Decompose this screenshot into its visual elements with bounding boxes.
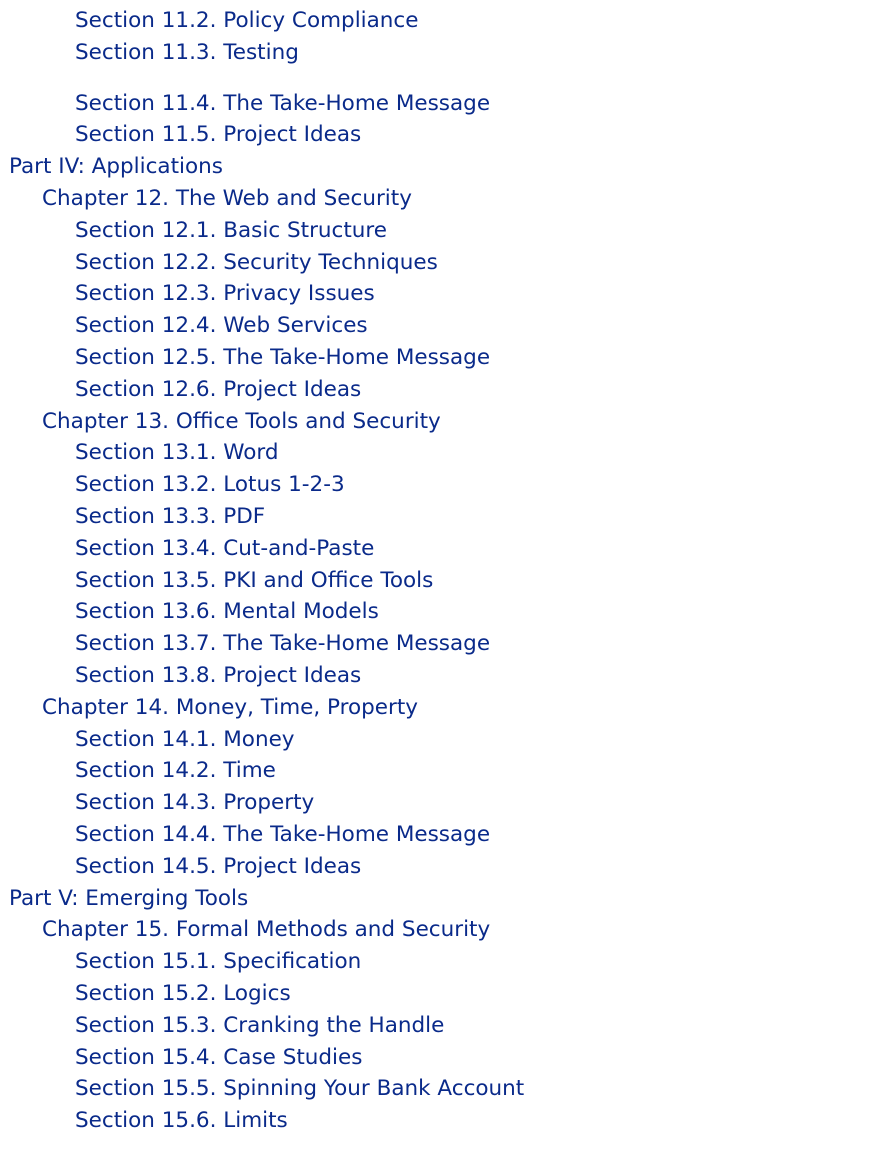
toc-part-link[interactable]: Part IV: Applications [9,154,223,180]
toc-section-link[interactable]: Section 13.8. Project Ideas [75,662,362,688]
toc-section-link[interactable]: Section 15.6. Limits [75,1108,288,1134]
toc-section-link[interactable]: Section 15.4. Case Studies [75,1044,363,1070]
toc-section-link[interactable]: Section 11.4. The Take-Home Message [75,90,491,116]
toc-chapter-link[interactable]: Chapter 12. The Web and Security [42,185,412,211]
toc-section-link[interactable]: Section 12.5. The Take-Home Message [75,344,491,370]
toc-section-link[interactable]: Section 11.5. Project Ideas [75,122,362,148]
toc-section-link[interactable]: Section 12.3. Privacy Issues [75,281,375,307]
toc-section-link[interactable]: Section 15.5. Spinning Your Bank Account [75,1076,525,1102]
toc-section-link[interactable]: Section 12.4. Web Services [75,313,368,339]
toc-section-link[interactable]: Section 12.2. Security Techniques [75,249,438,275]
toc-section-link[interactable]: Section 15.2. Logics [75,980,291,1006]
toc-section-link[interactable]: Section 13.7. The Take-Home Message [75,631,491,657]
toc-section-link[interactable]: Section 13.1. Word [75,440,279,466]
toc-section-link[interactable]: Section 14.3. Property [75,790,315,816]
toc-section-link[interactable]: Section 12.6. Project Ideas [75,376,362,402]
toc-section-link[interactable]: Section 15.1. Specification [75,949,362,975]
toc-section-link[interactable]: Section 13.6. Mental Models [75,599,379,625]
toc-part-link[interactable]: Part V: Emerging Tools [9,885,249,911]
toc-section-link[interactable]: Section 14.1. Money [75,726,295,752]
toc-chapter-link[interactable]: Chapter 15. Formal Methods and Security [42,917,491,943]
toc-chapter-link[interactable]: Chapter 13. Office Tools and Security [42,408,441,434]
toc-section-link[interactable]: Section 15.3. Cranking the Handle [75,1012,445,1038]
toc-section-link[interactable]: Section 13.4. Cut-and-Paste [75,535,375,561]
toc-section-link[interactable]: Section 13.5. PKI and Office Tools [75,567,434,593]
toc-chapter-link[interactable]: Chapter 14. Money, Time, Property [42,694,419,720]
toc-section-link[interactable]: Section 14.2. Time [75,758,276,784]
toc-section-link[interactable]: Section 14.4. The Take-Home Message [75,821,491,847]
table-of-contents [0,5,893,1137]
toc-section-link[interactable]: Section 11.2. Policy Compliance [75,8,419,33]
toc-section-link[interactable]: Section 13.2. Lotus 1-2-3 [75,472,345,498]
toc-section-link[interactable]: Section 14.5. Project Ideas [75,853,362,879]
toc-section-link[interactable]: Section 12.1. Basic Structure [75,217,388,243]
toc-section-link[interactable]: Section 11.3. Testing [75,39,299,65]
toc-section-link[interactable]: Section 13.3. PDF [75,503,266,529]
